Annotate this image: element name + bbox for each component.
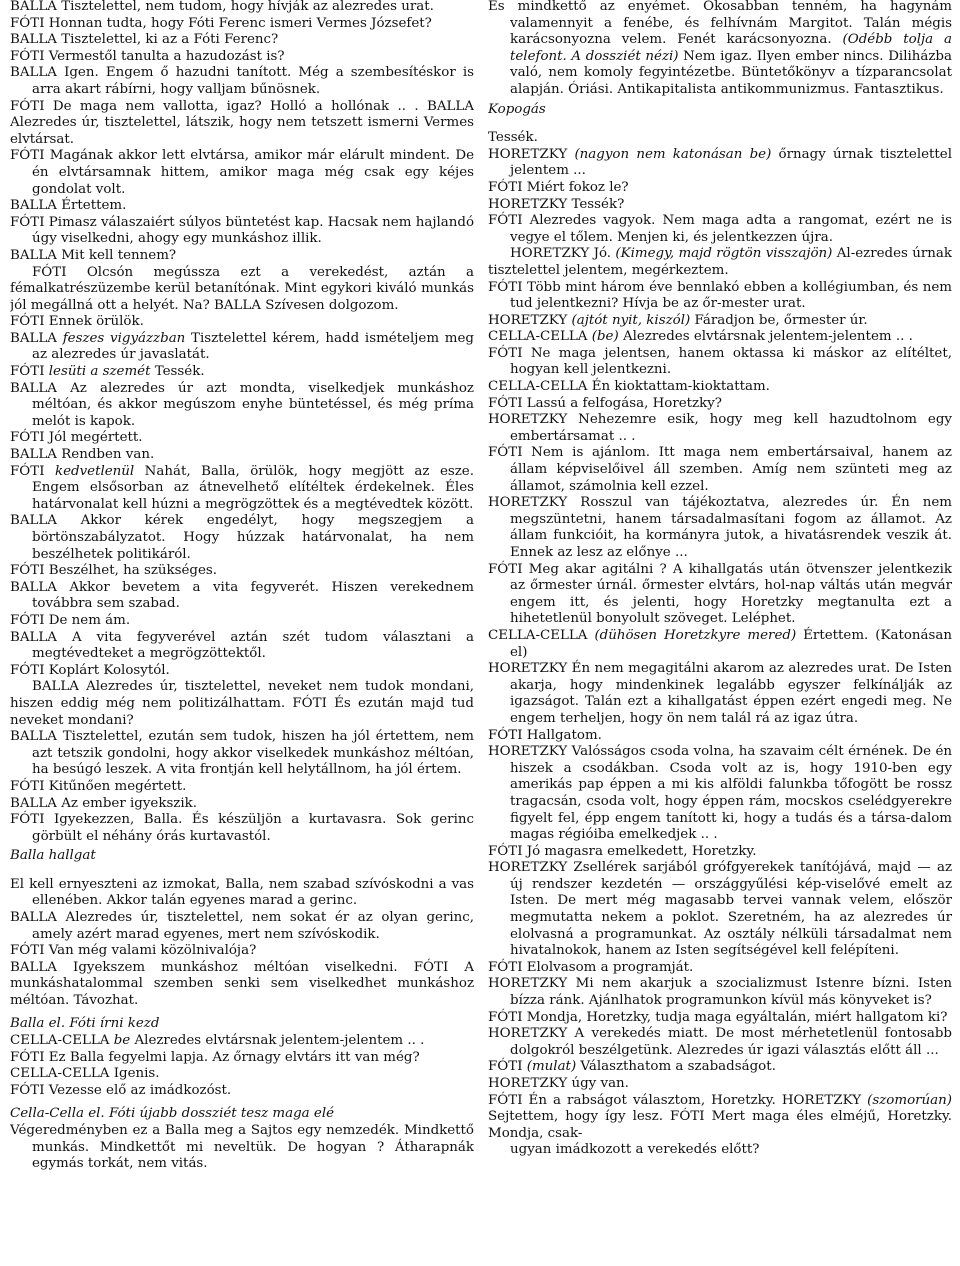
dialogue-line: BALLA feszes vigyázzban Tisztelettel kérem, hadd ismételjem meg az alezredes úr javaslatát. bbox=[10, 330, 474, 363]
dialogue-line: FÓTI Nem is ajánlom. Itt maga nem embertársaival, hanem az állam képviselőivel áll szemben. Amíg nem szünteti meg az államot, számolnia kell ezzel. bbox=[488, 445, 952, 494]
dialogue-line: FÓTI Vermestől tanulta a hazudozást is? bbox=[10, 48, 285, 64]
dialogue-line: FÓTI Igyekezzen, Balla. És készüljön a kurtavasra. Sok gerinc görbült el néhány órás kurtavastól. bbox=[10, 812, 474, 844]
dialogue-line: BALLA Az ember igyekszik. bbox=[10, 795, 198, 811]
dialogue-line: CELLA-CELLA Igenis. bbox=[10, 1066, 160, 1082]
dialogue-line: BALLA Alezredes úr, tisztelettel, nem sokat ér az olyan gerinc, amely azért marad egyenes, mert nem szívóskodik. bbox=[10, 910, 474, 942]
dialogue-line: FÓTI Van még valami közölnivalója? bbox=[10, 943, 257, 959]
dialogue-line: FÓTI Ne maga jelentsen, hanem oktassa ki máskor az elítéltet, hogyan kell jelentkezni. bbox=[488, 345, 952, 378]
dialogue-line: CELLA-CELLA be Alezredes elvtársnak jelentem-jelentem .. . bbox=[10, 1033, 425, 1049]
dialogue-line: Végeredményben ez a Balla meg a Sajtos egy nemzedék. Mindkettő munkás. Mindkettőt mi neveltük. De hogyan ? Átharapnák egymás torkát, nem vitás. bbox=[10, 1123, 474, 1172]
stage-direction: Kopogás bbox=[488, 101, 546, 117]
dialogue-line: FÓTI De maga nem vallotta, igaz? Holló a hollónak .. . BALLA Alezredes úr, tisztelettel, látszik, hogy nem tetszett ismerni Vermes elvtársat. bbox=[10, 98, 474, 147]
dialogue-line: És mindkettő az enyémet. Okosabban tenném, ha hagynám valamennyit a fenébe, és felhívnám Margitot. Talán mégis karácsonyozna velem. Fenét karácsonyozna. (Odébb tolja a telefont. A dossziét nézi) Nem igaz. Ilyen ember nincs. Diliházba való, nem komoly fegyintézetbe. Büntetőkönyv a tízparancsolat alapján. Óriási. Antikapitalista antikommunizmus. Fantasztikus. bbox=[488, 0, 952, 97]
stage-direction: Balla hallgat bbox=[10, 848, 96, 864]
dialogue-line: HORETZKY (ajtót nyit, kiszól) Fáradjon be, őrmester úr. bbox=[488, 312, 868, 328]
dialogue-line: BALLA Akkor bevetem a vita fegyverét. Hiszen verekednem továbbra sem szabad. bbox=[10, 579, 474, 612]
dialogue-line: HORETZKY Jó. (Kimegy, majd rögtön visszajön) Al-ezredes úrnak tisztelettel jelentem, megérkeztem. bbox=[488, 246, 952, 278]
dialogue-line: FÓTI (mulat) Választhatom a szabadságot. bbox=[488, 1059, 776, 1075]
dialogue-line: HORETZKY Zsellérek sarjából grófgyerekek tanítójává, majd — az új rendszer kezdetén — országgyűlési kép-viselővé emelt az Isten. De mert még magasabb tervei vannak velem, először megmutatta nekem a poklot. Szeretném, ha az alezredes úr elolvasná a programunkat. Az osztály nélküli társadalmat nem hivatalnokok, hanem az Isten segítségével kell felépíteni. bbox=[488, 860, 952, 959]
dialogue-line: FÓTI Hallgatom. bbox=[488, 727, 602, 743]
stage-direction: Balla el. Fóti írni kezd bbox=[10, 1015, 160, 1031]
dialogue-line: El kell ernyeszteni az izmokat, Balla, nem szabad szívóskodni a vas ellenében. Akkor talán egyenes marad a gerinc. bbox=[10, 876, 474, 909]
dialogue-line: BALLA Tisztelettel, nem tudom, hogy hívják az alezredes urat. bbox=[10, 0, 434, 14]
dialogue-line: FÓTI Alezredes vagyok. Nem maga adta a rangomat, ezért ne is vegye el tőlem. Menjen ki, és jelentkezzen újra. bbox=[488, 213, 952, 245]
dialogue-line: FÓTI Pimasz válaszaiért súlyos büntetést kap. Hacsak nem hajlandó úgy viselkedni, ahogy egy munkáshoz illik. bbox=[10, 214, 474, 247]
right-column bbox=[488, 0, 952, 1266]
dialogue-line: FÓTI Több mint három éve bennlakó ebben a kollégiumban, és nem tud jelentkezni? Hívja be az őr-mester urat. bbox=[488, 279, 952, 312]
dialogue-line: HORETZKY Mi nem akarjuk a szocializmust Istenre bízni. Isten bízza ránk. Ajánlhatok programunkon kívül más könyveket is? bbox=[488, 976, 952, 1009]
dialogue-line: BALLA Mit kell tennem? bbox=[10, 247, 177, 263]
dialogue-line: FÓTI Koplárt Kolosytól. bbox=[10, 662, 170, 678]
dialogue-line: BALLA Az alezredes úr azt mondta, viselkedjek munkáshoz méltóan, és akkor megúszom enyhe büntetéssel, és még príma melót is kapok. bbox=[10, 380, 474, 429]
dialogue-line: BALLA Igyekszem munkáshoz méltóan viselkedni. FÓTI A munkáshatalommal szemben senki sem viselkedhet munkáshoz méltóan. Távozhat. bbox=[10, 959, 474, 1009]
dialogue-line: CELLA-CELLA (be) Alezredes elvtársnak jelentem-jelentem .. . bbox=[488, 329, 913, 345]
dialogue-line: HORETZKY (nagyon nem katonásan be) őrnagy úrnak tisztelettel jelentem ... bbox=[488, 146, 952, 179]
dialogue-line: FÓTI Olcsón megússza ezt a verekedést, aztán a fémalkatrészüzembe kerül betanítónak. Mint egykori kiváló munkás jól megállná ott a helyét. Na? BALLA Szívesen dolgozom. bbox=[10, 264, 474, 313]
dialogue-line: BALLA Alezredes úr, tisztelettel, neveket nem tudok mondani, hiszen eddig még nem politizálhattam. FÓTI És ezután majd tud neveket mondani? bbox=[10, 679, 474, 728]
dialogue-line: BALLA Igen. Engem ő hazudni tanított. Még a szembesítéskor is arra akart rábírni, hogy valljam bűnösnek. bbox=[10, 65, 474, 97]
dialogue-line: FÓTI Elolvasom a programját. bbox=[488, 959, 694, 975]
dialogue-line: BALLA Értettem. bbox=[10, 198, 127, 214]
dialogue-line: HORETZKY Nehezemre esik, hogy meg kell hazudtolnom egy embertársamat .. . bbox=[488, 412, 952, 444]
dialogue-line: FÓTI Kitűnően megértett. bbox=[10, 778, 187, 794]
dialogue-line: HORETZKY úgy van. bbox=[488, 1076, 629, 1091]
dialogue-line: FÓTI Jó magasra emelkedett, Horetzky. bbox=[488, 843, 757, 859]
dialogue-line: FÓTI Honnan tudta, hogy Fóti Ferenc ismeri Vermes Józsefet? bbox=[10, 15, 432, 31]
dialogue-line: CELLA-CELLA Én kioktattam-kioktattam. bbox=[488, 379, 770, 395]
dialogue-line: BALLA A vita fegyverével aztán szét tudom választani a megtévedteket a megrögzöttektől. bbox=[10, 629, 474, 662]
dialogue-line: HORETZKY Rosszul van tájékoztatva, alezredes úr. Én nem megszüntetni, hanem társadalmasítani fogom az államot. Az állam funkcióit, ha kormányra jutok, a hivatásrendek veszik át. Ennek az lesz az előnye ... bbox=[488, 495, 952, 560]
dialogue-line: FÓTI Beszélhet, ha szükséges. bbox=[10, 563, 218, 579]
stage-direction: Cella-Cella el. Fóti újabb dossziét tesz maga elé bbox=[10, 1105, 335, 1121]
dialogue-line: BALLA Tisztelettel, ki az a Fóti Ferenc? bbox=[10, 32, 279, 48]
dialogue-line: ugyan imádkozott a verekedés előtt? bbox=[510, 1142, 760, 1158]
dialogue-line: FÓTI Mondja, Horetzky, tudja maga egyáltalán, miért hallgatom ki? bbox=[488, 1009, 948, 1025]
dialogue-line: FÓTI Ennek örülök. bbox=[10, 314, 144, 330]
dialogue-line: FÓTI Magának akkor lett elvtársa, amikor már elárult mindent. De én elvtársamnak hittem, amikor maga még csak egy kéjes gondolat volt. bbox=[10, 148, 474, 197]
dialogue-line: FÓTI De nem ám. bbox=[10, 612, 131, 628]
dialogue-line: Tessék. bbox=[488, 130, 538, 146]
dialogue-line: FÓTI Ez Balla fegyelmi lapja. Az őrnagy elvtárs itt van még? bbox=[10, 1049, 420, 1065]
dialogue-line: BALLA Akkor kérek engedélyt, hogy megszegjem a börtönszabályzatot. Hogy húzzak határvonalat, ha nem beszélhetek politikáról. bbox=[10, 513, 474, 562]
dialogue-line: BALLA Tisztelettel, ezután sem tudok, hiszen ha jól értettem, nem azt tetszik gondolni, hogy akkor viselkedek munkáshoz méltóan, ha besúgó leszek. A vita frontján kell helytállnom, ha jól értem. bbox=[10, 729, 474, 778]
dialogue-line: FÓTI Jól megértett. bbox=[10, 430, 143, 446]
dialogue-line: HORETZKY A verekedés miatt. De most mérhetetlenül fontosabb dolgokról beszélgetünk. Alezredes úr igazi választás előtt áll ... bbox=[488, 1026, 952, 1058]
dialogue-line: BALLA Rendben van. bbox=[10, 447, 155, 463]
dialogue-line: HORETZKY Én nem megagitálni akarom az alezredes urat. De Isten akarja, hogy mindenkinek legalább egyszer felkínálják az igazságot. Talán ezt a kihallgatást éppen ezért engedi meg. Ne engem terheljen, hogy ön nem talál rá az igaz útra. bbox=[488, 661, 952, 726]
dialogue-line: FÓTI Vezesse elő az imádkozóst. bbox=[10, 1083, 232, 1098]
left-column bbox=[10, 0, 474, 1266]
dialogue-line: HORETZKY Valósságos csoda volna, ha szavaim célt érnének. De én hiszek a csodákban. Csoda volt az is, hogy 1910-ben egy amerikás pap éppen a mi kis alföldi falunkba tőfogött be rossz tragacsán, csoda volt, hogy éppen rám, mocskos cselédgyerekre figyelt fel, épp engem tanított ki, hogy a tudás és a társa-dalom magas régióiba emelkedjek .. . bbox=[488, 744, 952, 843]
dialogue-line: HORETZKY Tessék? bbox=[488, 196, 625, 212]
dialogue-line: FÓTI lesüti a szemét Tessék. bbox=[10, 364, 205, 380]
dialogue-line: FÓTI Miért fokoz le? bbox=[488, 179, 629, 195]
dialogue-line: FÓTI Én a rabságot választom, Horetzky. HORETZKY (szomorúan) Sejtettem, hogy így lesz. FÓTI Mert maga éles elméjű, Horetzky. Mondja, csak- bbox=[488, 1092, 952, 1141]
dialogue-line: FÓTI kedvetlenül Nahát, Balla, örülök, hogy megjött az esze. Engem elsősorban az átnevelhető elítéltek érdekelnek. Éles határvonalat kell húzni a megrögzöttek és a megtévedtek között. bbox=[10, 463, 474, 512]
dialogue-line: CELLA-CELLA (dühösen Horetzkyre mered) Értettem. (Katonásan el) bbox=[488, 627, 952, 660]
dialogue-line: FÓTI Lassú a felfogása, Horetzky? bbox=[488, 395, 722, 411]
dialogue-line: FÓTI Meg akar agitálni ? A kihallgatás után ötvenszer jelentkezik az őrmester úrnál. őrmester elvtárs, hol-nap váltás után megvár engem itt, és jelenti, hogy Horetzky megtanulta ezt a hihetetlenül bonyolult szöveget. Leléphet. bbox=[488, 561, 952, 627]
